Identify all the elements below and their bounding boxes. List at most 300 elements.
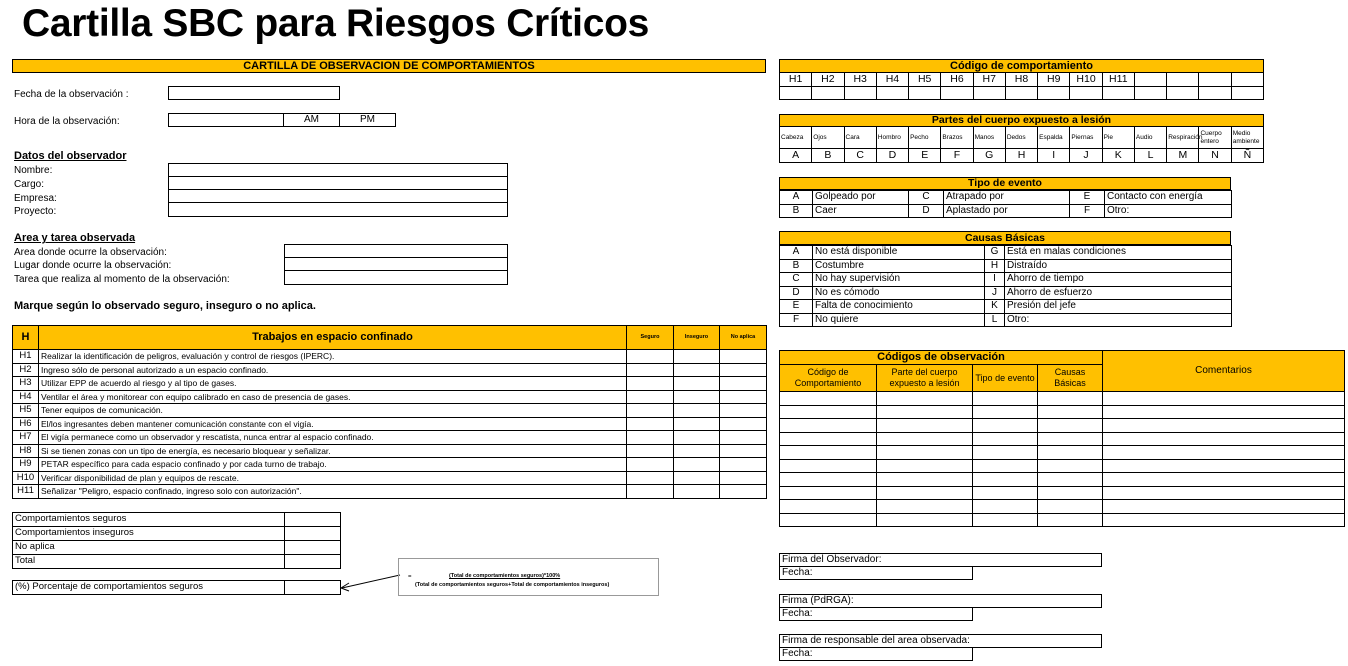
table-row xyxy=(13,390,767,404)
noaplica-cell[interactable] xyxy=(720,444,767,458)
parte-name: Cara xyxy=(844,127,876,149)
col-inseguro-header: Inseguro xyxy=(674,326,720,350)
parte-name: Cuerpo entero xyxy=(1199,127,1231,149)
noaplica-cell[interactable] xyxy=(720,471,767,485)
parte-letter: D xyxy=(876,149,908,163)
obs-cell[interactable] xyxy=(1038,500,1103,514)
obs-cell[interactable] xyxy=(1038,459,1103,473)
observer-section-title: Datos del observador xyxy=(14,150,127,162)
observer-empresa-label: Empresa: xyxy=(14,193,57,204)
inseguro-cell[interactable] xyxy=(674,404,720,418)
causa-cell: E xyxy=(780,300,813,314)
obs-cell[interactable] xyxy=(973,419,1038,433)
seguro-cell[interactable] xyxy=(627,350,674,364)
noaplica-cell[interactable] xyxy=(720,350,767,364)
causa-cell: Presión del jefe xyxy=(1005,300,1232,314)
codigo-col: H4 xyxy=(876,73,908,87)
summary-total-label: Total xyxy=(13,555,285,569)
obs-col-parte: Parte del cuerpo expuesto a lesión xyxy=(877,365,973,392)
obs-rows xyxy=(780,392,1345,527)
obs-comments-header: Comentarios xyxy=(1103,351,1345,392)
causa-cell: G xyxy=(985,246,1005,260)
noaplica-cell[interactable] xyxy=(720,458,767,472)
codigo-cell[interactable] xyxy=(1038,87,1070,100)
parte-name: Piernas xyxy=(1070,127,1102,149)
obs-cell[interactable] xyxy=(1038,513,1103,527)
fecha-label: Fecha de la observación : xyxy=(14,89,129,100)
summary-inseguros-value[interactable] xyxy=(285,527,341,541)
obs-cell[interactable] xyxy=(973,392,1038,406)
seguro-cell[interactable] xyxy=(627,390,674,404)
firma-observador-field[interactable]: Firma del Observador: xyxy=(779,553,1102,567)
parte-name: Manos xyxy=(973,127,1005,149)
codigo-cell[interactable] xyxy=(941,87,973,100)
noaplica-cell[interactable] xyxy=(720,377,767,391)
parte-letter: A xyxy=(780,149,812,163)
seguro-cell[interactable] xyxy=(627,471,674,485)
fecha-responsable-field[interactable]: Fecha: xyxy=(779,647,973,661)
table-row xyxy=(780,459,1345,473)
inseguro-cell[interactable] xyxy=(674,417,720,431)
obs-cell[interactable] xyxy=(973,459,1038,473)
row-text: Ingreso sólo de personal autorizado a un espacio confinado. xyxy=(39,363,627,377)
table-row xyxy=(780,419,1345,433)
row-text: El/los ingresantes deben mantener comunicación constante con el vigía. xyxy=(39,417,627,431)
causas-table xyxy=(779,245,1232,327)
causa-cell: Falta de conocimiento xyxy=(813,300,985,314)
fecha-field[interactable] xyxy=(168,86,340,100)
summary-total-value[interactable] xyxy=(285,555,341,569)
seguro-cell[interactable] xyxy=(627,458,674,472)
tipo-cell: D xyxy=(909,204,944,218)
row-text: Señalizar "Peligro, espacio confinado, ingreso solo con autorización". xyxy=(39,485,627,499)
parte-name: Respiración xyxy=(1167,127,1199,149)
causa-cell: Distraído xyxy=(1005,259,1232,273)
row-text: El vigía permanece como un observador y rescatista, nunca entrar al espacio confinado. xyxy=(39,431,627,445)
codigo-title: Código de comportamiento xyxy=(779,59,1264,73)
table-row xyxy=(780,392,1345,406)
partes-names-row xyxy=(780,127,1264,149)
causa-cell: K xyxy=(985,300,1005,314)
parte-name: Pecho xyxy=(909,127,941,149)
observer-empresa-field[interactable] xyxy=(168,189,508,203)
formula-equals: = xyxy=(408,574,412,580)
partes-table xyxy=(779,126,1264,163)
codigo-col: H11 xyxy=(1102,73,1134,87)
seguro-cell[interactable] xyxy=(627,485,674,499)
codigo-col: H5 xyxy=(909,73,941,87)
table-row xyxy=(780,313,1232,327)
row-code: H9 xyxy=(13,458,39,472)
lugar-label: Lugar donde ocurre la observación: xyxy=(14,260,172,271)
codigo-col: H8 xyxy=(1005,73,1037,87)
obs-cell[interactable] xyxy=(1103,419,1345,433)
percentage-table xyxy=(12,580,341,595)
table-row xyxy=(780,473,1345,487)
summary-inseguros-label: Comportamientos inseguros xyxy=(13,527,285,541)
obs-cell[interactable] xyxy=(973,432,1038,446)
obs-cell[interactable] xyxy=(877,392,973,406)
work-rows xyxy=(13,350,767,499)
instruction-text: Marque según lo observado seguro, inseguro o no aplica. xyxy=(14,300,316,312)
row-code: H2 xyxy=(13,363,39,377)
causa-cell: No es cómodo xyxy=(813,286,985,300)
obs-cell[interactable] xyxy=(780,446,877,460)
parte-letter: Ñ xyxy=(1231,149,1263,163)
causa-cell: No hay supervisión xyxy=(813,273,985,287)
partes-letters-row xyxy=(780,149,1264,163)
row-code: H6 xyxy=(13,417,39,431)
codigo-col: H7 xyxy=(973,73,1005,87)
observer-cargo-field[interactable] xyxy=(168,176,508,190)
table-row xyxy=(13,444,767,458)
observer-proyecto-label: Proyecto: xyxy=(14,206,57,217)
parte-name: Dedos xyxy=(1005,127,1037,149)
codigo-col xyxy=(1199,73,1231,87)
row-code: H7 xyxy=(13,431,39,445)
page-title: Cartilla SBC para Riesgos Críticos xyxy=(22,2,649,45)
area-label: Area donde ocurre la observación: xyxy=(14,247,167,258)
obs-cell[interactable] xyxy=(973,405,1038,419)
parte-letter: M xyxy=(1167,149,1199,163)
obs-cell[interactable] xyxy=(1038,392,1103,406)
tipo-title: Tipo de evento xyxy=(779,177,1231,190)
obs-cell[interactable] xyxy=(1103,486,1345,500)
codigo-cell[interactable] xyxy=(780,87,812,100)
inseguro-cell[interactable] xyxy=(674,485,720,499)
causa-cell: B xyxy=(780,259,813,273)
codigo-col: H1 xyxy=(780,73,812,87)
form-header: CARTILLA DE OBSERVACION DE COMPORTAMIENTOS xyxy=(12,59,766,73)
lugar-field[interactable] xyxy=(284,257,508,271)
inseguro-cell[interactable] xyxy=(674,431,720,445)
tipo-cell: Caer xyxy=(813,204,909,218)
tipo-cell: Golpeado por xyxy=(813,191,909,205)
observer-name-label: Nombre: xyxy=(14,165,53,176)
obs-cell[interactable] xyxy=(780,432,877,446)
obs-cell[interactable] xyxy=(780,473,877,487)
parte-letter: K xyxy=(1102,149,1134,163)
causa-cell: Ahorro de tiempo xyxy=(1005,273,1232,287)
obs-cell[interactable] xyxy=(1103,500,1345,514)
row-code: H11 xyxy=(13,485,39,499)
summary-seguros-label: Comportamientos seguros xyxy=(13,513,285,527)
col-h-header: H xyxy=(13,326,39,350)
parte-letter: L xyxy=(1134,149,1166,163)
parte-name: Cabeza xyxy=(780,127,812,149)
causas-title: Causas Básicas xyxy=(779,231,1231,245)
tipo-cell: A xyxy=(780,191,813,205)
causa-cell: L xyxy=(985,313,1005,327)
row-code: H4 xyxy=(13,390,39,404)
causa-cell: I xyxy=(985,273,1005,287)
percentage-value[interactable] xyxy=(285,581,341,595)
row-text: Tener equipos de comunicación. xyxy=(39,404,627,418)
codigo-col xyxy=(1167,73,1199,87)
causa-cell: A xyxy=(780,246,813,260)
causa-cell: C xyxy=(780,273,813,287)
obs-cell[interactable] xyxy=(780,405,877,419)
row-text: Si se tienen zonas con un tipo de energía, es necesario bloquear y señalizar. xyxy=(39,444,627,458)
area-section-title: Area y tarea observada xyxy=(14,232,136,244)
obs-cell[interactable] xyxy=(780,392,877,406)
obs-cell[interactable] xyxy=(1038,486,1103,500)
am-option[interactable]: AM xyxy=(283,113,340,127)
table-row xyxy=(13,471,767,485)
obs-cell[interactable] xyxy=(877,419,973,433)
obs-cell[interactable] xyxy=(1103,432,1345,446)
table-row xyxy=(780,204,1232,218)
table-row xyxy=(780,246,1232,260)
table-row xyxy=(780,286,1232,300)
obs-cell[interactable] xyxy=(1038,446,1103,460)
row-text: Utilizar EPP de acuerdo al riesgo y al tipo de gases. xyxy=(39,377,627,391)
codigo-col xyxy=(1134,73,1166,87)
firma-pdrga-field[interactable]: Firma (PdRGA): xyxy=(779,594,1102,608)
tipo-rows xyxy=(780,191,1232,218)
obs-cell[interactable] xyxy=(877,473,973,487)
codigo-cell[interactable] xyxy=(1134,87,1166,100)
tipo-cell: E xyxy=(1070,191,1105,205)
table-row xyxy=(780,486,1345,500)
inseguro-cell[interactable] xyxy=(674,350,720,364)
obs-cell[interactable] xyxy=(877,459,973,473)
obs-cell[interactable] xyxy=(973,486,1038,500)
codigo-cell[interactable] xyxy=(1199,87,1231,100)
tipo-cell: Aplastado por xyxy=(944,204,1070,218)
codigo-col: H9 xyxy=(1038,73,1070,87)
parte-name: Espalda xyxy=(1038,127,1070,149)
row-text: Ventilar el área y monitorear con equipo calibrado en caso de presencia de gases. xyxy=(39,390,627,404)
row-code: H10 xyxy=(13,471,39,485)
table-row xyxy=(780,300,1232,314)
causa-cell: Está en malas condiciones xyxy=(1005,246,1232,260)
codigo-cell[interactable] xyxy=(1231,87,1263,100)
causa-cell: No está disponible xyxy=(813,246,985,260)
table-row xyxy=(13,377,767,391)
parte-letter: F xyxy=(941,149,973,163)
obs-cell[interactable] xyxy=(780,486,877,500)
parte-name: Audio xyxy=(1134,127,1166,149)
obs-cell[interactable] xyxy=(1103,446,1345,460)
obs-cell[interactable] xyxy=(877,405,973,419)
area-field[interactable] xyxy=(284,244,508,258)
obs-title: Códigos de observación xyxy=(780,351,1103,365)
formula-numerator: (Total de comportamientos seguros)*100% xyxy=(449,573,561,579)
table-row xyxy=(13,350,767,364)
table-row xyxy=(780,191,1232,205)
codigo-col: H6 xyxy=(941,73,973,87)
obs-cell[interactable] xyxy=(1038,405,1103,419)
inseguro-cell[interactable] xyxy=(674,458,720,472)
formula-box xyxy=(398,558,659,596)
obs-cell[interactable] xyxy=(1103,405,1345,419)
formula-denominator: (Total de comportamientos seguros+Total de comportamientos inseguros) xyxy=(415,582,610,588)
codigo-cell[interactable] xyxy=(876,87,908,100)
causa-cell: Ahorro de esfuerzo xyxy=(1005,286,1232,300)
col-title-header: Trabajos en espacio confinado xyxy=(39,326,627,350)
codigo-cell[interactable] xyxy=(1102,87,1134,100)
codigo-blank-row xyxy=(780,87,1264,100)
tipo-cell: B xyxy=(780,204,813,218)
table-row xyxy=(780,405,1345,419)
parte-letter: E xyxy=(909,149,941,163)
obs-cell[interactable] xyxy=(1103,459,1345,473)
obs-cell[interactable] xyxy=(780,419,877,433)
obs-cell[interactable] xyxy=(973,500,1038,514)
obs-cell[interactable] xyxy=(973,446,1038,460)
codigo-col: H10 xyxy=(1070,73,1102,87)
obs-cell[interactable] xyxy=(1038,473,1103,487)
obs-cell[interactable] xyxy=(780,500,877,514)
codigo-cell[interactable] xyxy=(1070,87,1102,100)
arrow-icon xyxy=(338,572,402,594)
obs-cell[interactable] xyxy=(877,486,973,500)
obs-cell[interactable] xyxy=(877,513,973,527)
tipo-cell: Atrapado por xyxy=(944,191,1070,205)
parte-name: Pie xyxy=(1102,127,1134,149)
inseguro-cell[interactable] xyxy=(674,377,720,391)
row-text: Verificar disponibilidad de plan y equipos de rescate. xyxy=(39,471,627,485)
obs-cell[interactable] xyxy=(877,432,973,446)
parte-letter: H xyxy=(1005,149,1037,163)
inseguro-cell[interactable] xyxy=(674,471,720,485)
codigo-cell[interactable] xyxy=(909,87,941,100)
obs-col-tipo: Tipo de evento xyxy=(973,365,1038,392)
parte-name: Ojos xyxy=(812,127,844,149)
obs-col-causas: Causas Básicas xyxy=(1038,365,1103,392)
codigo-cell[interactable] xyxy=(973,87,1005,100)
obs-cell[interactable] xyxy=(1038,432,1103,446)
codigo-cell[interactable] xyxy=(812,87,844,100)
observer-proyecto-field[interactable] xyxy=(168,202,508,217)
seguro-cell[interactable] xyxy=(627,417,674,431)
row-code: H1 xyxy=(13,350,39,364)
seguro-cell[interactable] xyxy=(627,431,674,445)
inseguro-cell[interactable] xyxy=(674,390,720,404)
causa-cell: F xyxy=(780,313,813,327)
hora-field[interactable] xyxy=(168,113,284,127)
fecha-pdrga-field[interactable]: Fecha: xyxy=(779,607,973,621)
partes-title: Partes del cuerpo expuesto a lesión xyxy=(779,114,1264,127)
hora-label: Hora de la observación: xyxy=(14,116,120,127)
causa-cell: J xyxy=(985,286,1005,300)
codigo-table xyxy=(779,72,1264,100)
noaplica-cell[interactable] xyxy=(720,390,767,404)
codigo-head-row xyxy=(780,73,1264,87)
obs-cell[interactable] xyxy=(1038,419,1103,433)
codigo-cell[interactable] xyxy=(844,87,876,100)
causa-cell: H xyxy=(985,259,1005,273)
table-row xyxy=(780,513,1345,527)
tarea-label: Tarea que realiza al momento de la observación: xyxy=(14,274,230,285)
table-row xyxy=(13,485,767,499)
table-row xyxy=(13,431,767,445)
table-row xyxy=(780,446,1345,460)
obs-cell[interactable] xyxy=(973,513,1038,527)
tipo-cell: Contacto con energía xyxy=(1105,191,1232,205)
causa-cell: No quiere xyxy=(813,313,985,327)
table-row xyxy=(13,404,767,418)
tipo-cell: C xyxy=(909,191,944,205)
table-row xyxy=(13,363,767,377)
obs-cell[interactable] xyxy=(877,500,973,514)
inseguro-cell[interactable] xyxy=(674,444,720,458)
table-row xyxy=(780,273,1232,287)
obs-cell[interactable] xyxy=(973,473,1038,487)
causas-rows xyxy=(780,246,1232,327)
noaplica-cell[interactable] xyxy=(720,363,767,377)
inseguro-cell[interactable] xyxy=(674,363,720,377)
obs-cell[interactable] xyxy=(1103,513,1345,527)
summary-seguros-value[interactable] xyxy=(285,513,341,527)
obs-cell[interactable] xyxy=(1103,392,1345,406)
parte-letter: B xyxy=(812,149,844,163)
parte-letter: G xyxy=(973,149,1005,163)
row-code: H5 xyxy=(13,404,39,418)
tipo-table xyxy=(779,190,1232,218)
seguro-cell[interactable] xyxy=(627,363,674,377)
noaplica-cell[interactable] xyxy=(720,485,767,499)
parte-letter: N xyxy=(1199,149,1231,163)
row-text: Realizar la identificación de peligros, evaluación y control de riesgos (IPERC). xyxy=(39,350,627,364)
row-text: PETAR específico para cada espacio confinado y por cada turno de trabajo. xyxy=(39,458,627,472)
seguro-cell[interactable] xyxy=(627,404,674,418)
summary-noaplica-value[interactable] xyxy=(285,541,341,555)
seguro-cell[interactable] xyxy=(627,377,674,391)
obs-cell[interactable] xyxy=(877,446,973,460)
codigo-col: H2 xyxy=(812,73,844,87)
tipo-cell: Otro: xyxy=(1105,204,1232,218)
col-noaplica-header: No aplica xyxy=(720,326,767,350)
parte-name: Medio ambiente xyxy=(1231,127,1263,149)
codigo-cell[interactable] xyxy=(1167,87,1199,100)
work-table xyxy=(12,325,767,499)
codigo-cell[interactable] xyxy=(1005,87,1037,100)
causa-cell: D xyxy=(780,286,813,300)
noaplica-cell[interactable] xyxy=(720,431,767,445)
percentage-label: (%) Porcentaje de comportamientos seguros xyxy=(13,581,285,595)
fecha-observador-field[interactable]: Fecha: xyxy=(779,566,973,580)
codigo-col: H3 xyxy=(844,73,876,87)
col-seguro-header: Seguro xyxy=(627,326,674,350)
tarea-field[interactable] xyxy=(284,270,508,285)
table-row xyxy=(780,259,1232,273)
observer-name-field[interactable] xyxy=(168,163,508,177)
causa-cell: Costumbre xyxy=(813,259,985,273)
table-row xyxy=(780,500,1345,514)
noaplica-cell[interactable] xyxy=(720,404,767,418)
obs-col-codigo: Código de Comportamiento xyxy=(780,365,877,392)
firma-responsable-field[interactable]: Firma de responsable del area observada: xyxy=(779,634,1102,648)
obs-cell[interactable] xyxy=(780,459,877,473)
summary-table xyxy=(12,512,341,569)
causa-cell: Otro: xyxy=(1005,313,1232,327)
obs-cell[interactable] xyxy=(1103,473,1345,487)
obs-cell[interactable] xyxy=(780,513,877,527)
parte-letter: J xyxy=(1070,149,1102,163)
parte-name: Brazos xyxy=(941,127,973,149)
parte-letter: C xyxy=(844,149,876,163)
pm-option[interactable]: PM xyxy=(339,113,396,127)
observer-cargo-label: Cargo: xyxy=(14,179,45,190)
seguro-cell[interactable] xyxy=(627,444,674,458)
parte-letter: I xyxy=(1038,149,1070,163)
noaplica-cell[interactable] xyxy=(720,417,767,431)
codigo-col xyxy=(1231,73,1263,87)
row-code: H3 xyxy=(13,377,39,391)
table-row xyxy=(13,417,767,431)
